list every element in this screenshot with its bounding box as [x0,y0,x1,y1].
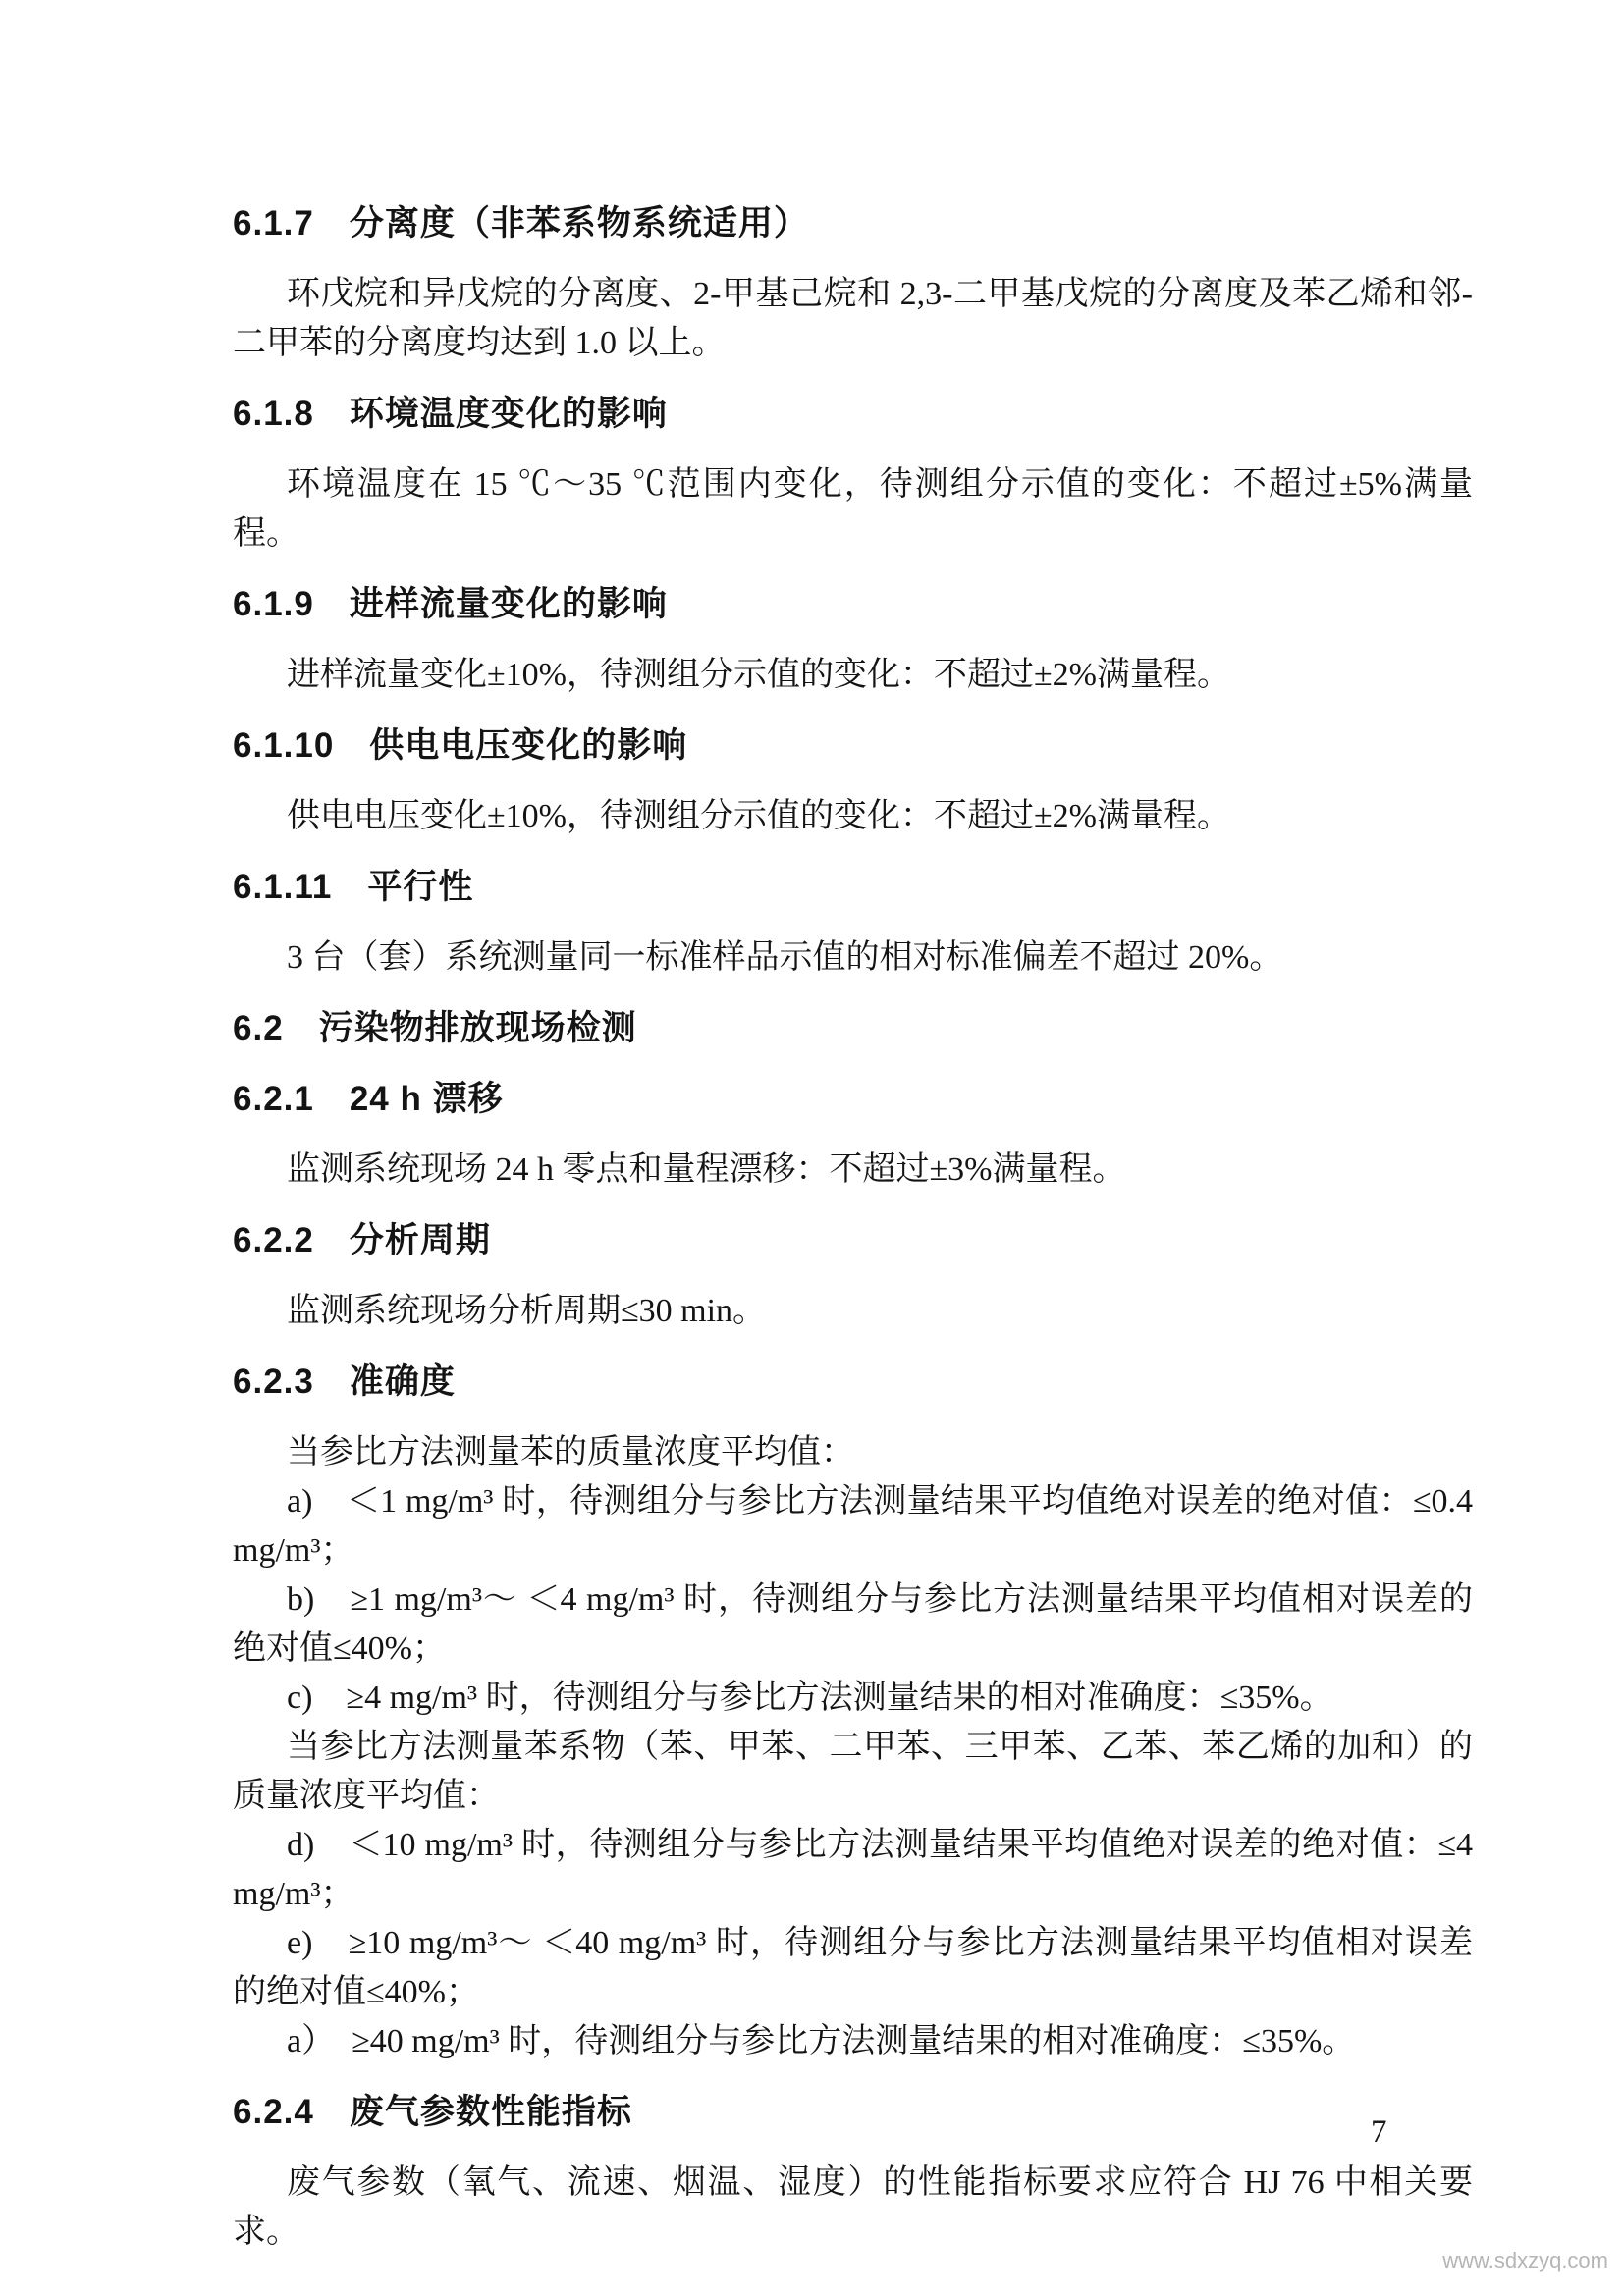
list-item-c: c) ≥4 mg/m³ 时，待测组分与参比方法测量结果的相对准确度：≤35%。 [287,1680,1333,1716]
heading-6-1-10-supply-voltage: 6.1.10 供电电压变化的影响 [233,726,688,765]
page-number: 7 [1371,2114,1387,2150]
heading-6-1-7-resolution: 6.1.7 分离度（非苯系物系统适用） [233,204,809,242]
paragraph-supply-voltage: 供电电压变化±10%，待测组分示值的变化：不超过±2%满量程。 [287,798,1230,834]
paragraph-flue-gas-parameters: 废气参数（氧气、流速、烟温、湿度）的性能指标要求应符合 HJ 76 中相关要求。 [233,2164,1473,2250]
paragraph-btex-intro: 当参比方法测量苯系物（苯、甲苯、二甲苯、三甲苯、乙苯、苯乙烯的加和）的质量浓度平均值： [233,1729,1473,1814]
paragraph-analysis-cycle: 监测系统现场分析周期≤30 min。 [287,1293,767,1329]
list-item-a: a) ＜1 mg/m³ 时，待测组分与参比方法测量结果平均值绝对误差的绝对值：≤0.4 mg/m³； [233,1483,1473,1569]
paragraph-resolution-requirement: 环戊烷和异戊烷的分离度、2-甲基己烷和 2,3-二甲基戊烷的分离度及苯乙烯和邻-二甲苯的分离度均达到 1.0 以上。 [233,276,1473,361]
heading-6-2-2-analysis-cycle: 6.2.2 分析周期 [233,1221,491,1259]
heading-6-2-field-testing: 6.2 污染物排放现场检测 [233,1009,637,1047]
heading-6-2-3-accuracy: 6.2.3 准确度 [233,1362,456,1401]
paragraph-ambient-temperature: 环境温度在 15 ℃～35 ℃范围内变化，待测组分示值的变化：不超过±5%满量程。 [233,466,1473,552]
list-item-a2: a） ≥40 mg/m³ 时，待测组分与参比方法测量结果的相对准确度：≤35%。 [287,2023,1356,2059]
paragraph-24h-drift: 监测系统现场 24 h 零点和量程漂移：不超过±3%满量程。 [287,1151,1126,1188]
heading-6-1-8-ambient-temperature: 6.1.8 环境温度变化的影响 [233,395,668,433]
watermark-text: www.sdxzyq.com [1442,2248,1608,2272]
paragraph-sample-flow: 进样流量变化±10%，待测组分示值的变化：不超过±2%满量程。 [287,657,1230,693]
heading-6-1-9-sample-flow: 6.1.9 进样流量变化的影响 [233,585,668,623]
paragraph-parallelism: 3 台（套）系统测量同一标准样品示值的相对标准偏差不超过 20%。 [287,939,1283,976]
heading-6-1-11-parallelism: 6.1.11 平行性 [233,868,474,906]
heading-6-2-4-flue-gas-parameters: 6.2.4 废气参数性能指标 [233,2093,632,2131]
heading-6-2-1-24h-drift: 6.2.1 24 h 漂移 [233,1080,504,1118]
list-item-e: e) ≥10 mg/m³～ ＜40 mg/m³ 时，待测组分与参比方法测量结果平均值相对误差的绝对值≤40%； [233,1925,1473,2010]
list-item-b: b) ≥1 mg/m³～ ＜4 mg/m³ 时，待测组分与参比方法测量结果平均值相对误差的绝对值≤40%； [233,1581,1473,1667]
list-item-d: d) ＜10 mg/m³ 时，待测组分与参比方法测量结果平均值绝对误差的绝对值：≤4 mg/m³； [233,1827,1473,1912]
paragraph-benzene-intro: 当参比方法测量苯的质量浓度平均值： [287,1434,854,1470]
